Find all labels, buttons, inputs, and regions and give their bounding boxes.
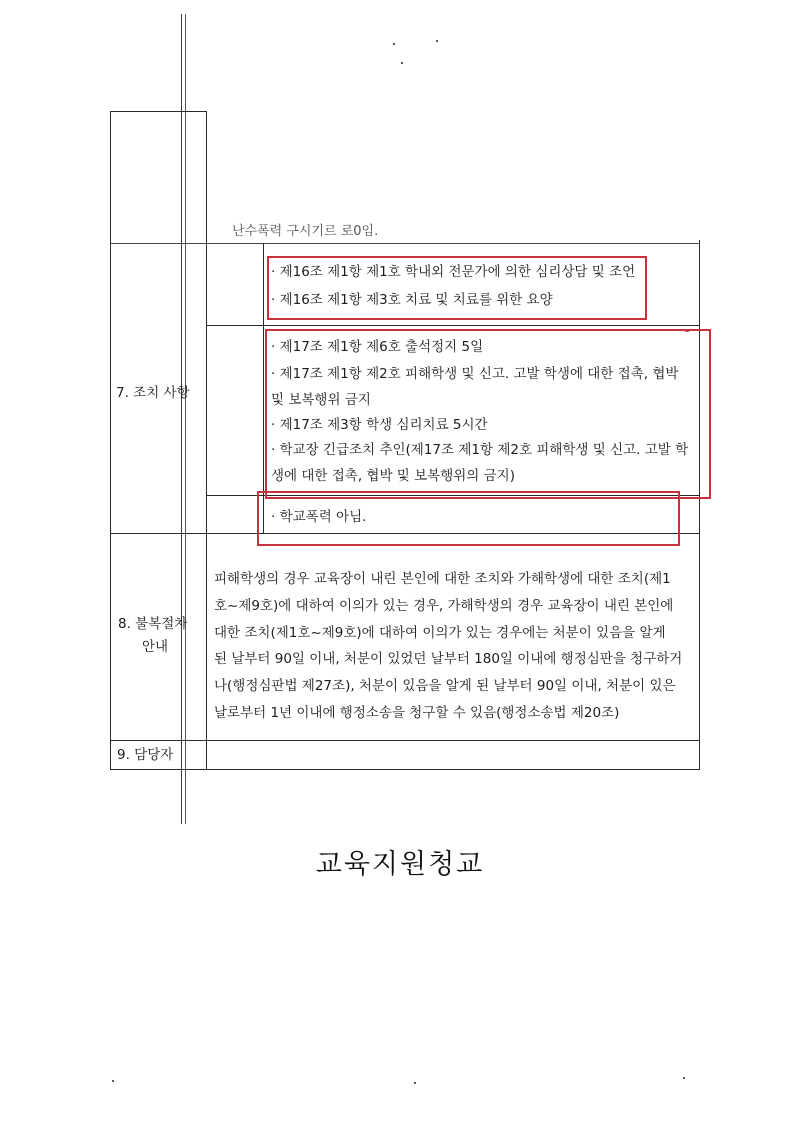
scan-fold-line bbox=[185, 14, 186, 824]
subrow-separator bbox=[206, 325, 700, 326]
measure-item: · 학교장 긴급조치 추인(제17조 제1항 제2호 피해학생 및 신고. 고발 학 bbox=[271, 442, 689, 458]
scan-speck bbox=[414, 1082, 416, 1084]
measure-item-continuation: 및 보복행위 금지 bbox=[271, 392, 371, 408]
label-column-divider bbox=[206, 111, 207, 769]
paragraph-line: 된 날부터 90일 이내, 처분이 있었던 날부터 180일 이내에 행정심판을 청구하거 bbox=[214, 651, 683, 668]
measure-item-continuation: 생에 대한 접촉, 협박 및 보복행위의 금지) bbox=[271, 468, 515, 484]
paragraph-line: 대한 조치(제1호~제9호)에 대하여 이의가 있는 경우에는 처분이 있음을 알게 bbox=[214, 624, 666, 641]
section8-label-continuation: 안내 bbox=[142, 639, 169, 655]
paragraph-line: 호~제9호)에 대하여 이의가 있는 경우, 가해학생의 경우 교육장이 내린 본인에 bbox=[214, 597, 674, 614]
cut-off-text: 난수폭력 구시기르 로0임. bbox=[232, 224, 379, 239]
section-separator bbox=[110, 740, 700, 741]
torn-row-separator bbox=[110, 243, 700, 244]
scan-speck bbox=[393, 43, 395, 45]
highlight-box-counseling bbox=[267, 256, 647, 320]
measure-item: · 제16조 제1항 제3호 치료 및 치료를 위한 요양 bbox=[271, 292, 553, 308]
issuer-name: 교육지원청교 bbox=[315, 849, 485, 880]
section7-label: 7. 조치 사항 bbox=[116, 385, 190, 401]
table-bottom-border bbox=[110, 769, 700, 770]
scan-speck bbox=[112, 1080, 114, 1082]
measure-item: · 학교폭력 아님. bbox=[271, 509, 367, 525]
scan-speck bbox=[683, 1077, 685, 1079]
table-left-border bbox=[110, 111, 111, 769]
scan-fold-line bbox=[181, 14, 182, 824]
measure-item: · 제16조 제1항 제1호 학내외 전문가에 의한 심리상담 및 조언 bbox=[271, 264, 636, 280]
paragraph-line: 나(행정심판법 제27조), 처분이 있음을 알게 된 날부터 90일 이내, 처분이 있은 bbox=[214, 678, 676, 695]
table-top-border bbox=[110, 111, 207, 112]
highlight-box-not-violence bbox=[257, 491, 680, 546]
appeal-guidance-paragraph bbox=[214, 566, 696, 727]
measure-item: · 제17조 제1항 제2호 피해학생 및 신고. 고발 학생에 대한 접촉, 협박 bbox=[271, 366, 679, 382]
section9-label: 9. 담당자 bbox=[117, 747, 174, 763]
section8-label: 8. 불복절차 bbox=[118, 616, 188, 632]
subrow-column-divider bbox=[263, 243, 264, 533]
scan-speck bbox=[436, 40, 438, 42]
measure-item: · 제17조 제1항 제6호 출석정지 5일 bbox=[271, 339, 484, 355]
scan-speck bbox=[401, 62, 403, 64]
measure-item: · 제17조 제3항 학생 심리치료 5시간 bbox=[271, 417, 488, 433]
paragraph-line: 날로부터 1년 이내에 행정소송을 청구할 수 있음(행정소송법 제20조) bbox=[214, 704, 620, 721]
table-right-border bbox=[699, 240, 700, 770]
paragraph-line: 피해학생의 경우 교육장이 내린 본인에 대한 조치와 가해학생에 대한 조치(제1 bbox=[214, 571, 671, 587]
highlight-box-suspension bbox=[265, 329, 711, 499]
